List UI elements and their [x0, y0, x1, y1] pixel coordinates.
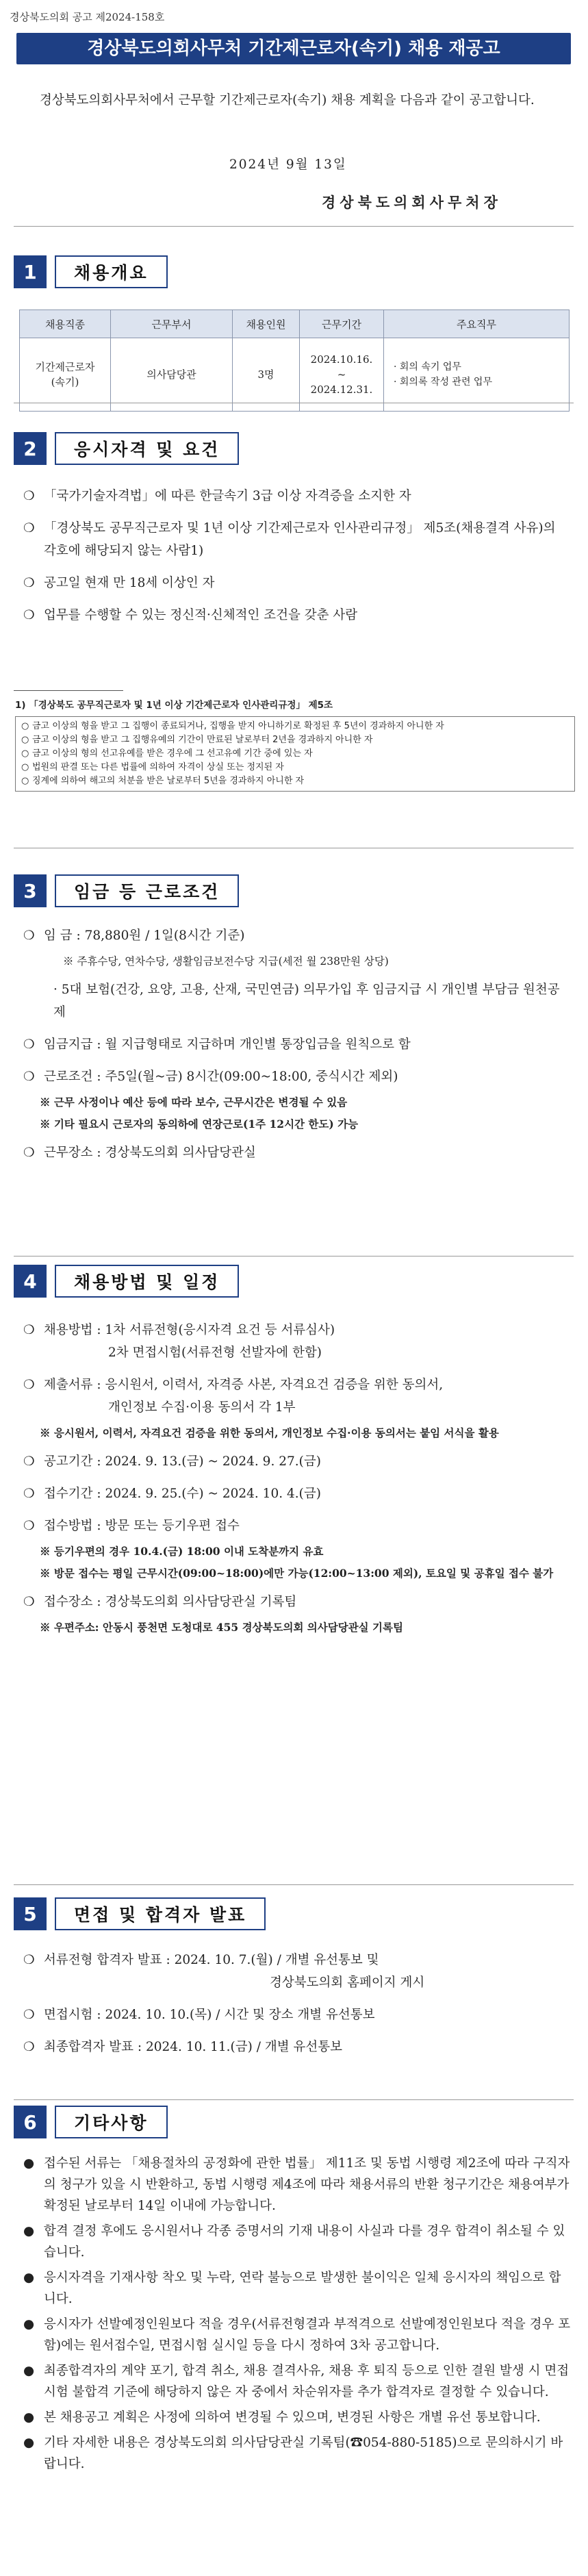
note: ※ 근무 사정이나 예산 등에 따라 보수, 근무시간은 변경될 수 있음: [40, 1096, 348, 1109]
section-2-heading: [14, 431, 239, 466]
intro-text: [40, 89, 560, 112]
section-number: 2: [14, 432, 47, 465]
period-end: 2024.12.31.: [310, 383, 373, 396]
circle-bullet-icon: ○: [21, 748, 29, 759]
bullet-icon: ❍: [23, 1146, 35, 1160]
bullet-icon: ❍: [23, 521, 35, 535]
list-item: ● 본 채용공고 계획은 사정에 의하여 변경될 수 있으며, 변경된 사항은 개별 유선 통보합니다.: [23, 2407, 571, 2428]
list-item: ● 합격 결정 후에도 응시원서나 각종 증명서의 기재 내용이 사실과 다를 경우 합격이 취소될 수 있습니다.: [23, 2221, 571, 2263]
section-title: 기타사항: [55, 2106, 168, 2138]
note: ※ 주휴수당, 연차수당, 생활임금보전수당 지급(세전 월 238만원 상당): [63, 955, 389, 968]
list-item: ❍ 「경상북도 공무직근로자 및 1년 이상 기간제근로자 인사관리규정」 제5조(채용결격 사유)의 각호에 해당되지 않는 사람1): [23, 517, 571, 562]
dot-bullet-icon: ●: [23, 2156, 35, 2171]
bullet-icon: ❍: [23, 608, 35, 622]
period-dash: ~: [337, 368, 346, 381]
intro-paragraph: 경상북도의회사무처에서 근무할 기간제근로자(속기) 채용 계획을 다음과 같이 공고합니다.: [40, 93, 535, 108]
bullet-icon: ❍: [23, 576, 35, 590]
footnote-line: ○ 금고 이상의 형의 선고유예를 받은 경우에 그 선고유예 기간 중에 있는 자: [21, 747, 569, 761]
section-title: 채용방법 및 일정: [55, 1265, 239, 1298]
section-number: 6: [14, 2106, 47, 2138]
circle-bullet-icon: ○: [21, 762, 29, 772]
list-item: ❍ 최종합격자 발표 : 2024. 10. 11.(금) / 개별 유선통보: [23, 2036, 571, 2058]
period-cell: [300, 338, 384, 412]
dot-bullet-icon: ●: [23, 2317, 35, 2332]
notice-number: 경상북도의회 공고 제2024-158호: [10, 11, 165, 23]
list-item: ❍ 공고기간 : 2024. 9. 13.(금) ~ 2024. 9. 27.(금): [23, 1450, 571, 1473]
footnote-title: 1) 「경상북도 공무직근로자 및 1년 이상 기간제근로자 인사관리규정」 제5조: [15, 700, 333, 711]
list-item: ❍ 접수기간 : 2024. 9. 25.(수) ~ 2024. 10. 4.(금): [23, 1482, 571, 1505]
method-list: [23, 1319, 571, 1645]
bullet-icon: ❍: [23, 1487, 35, 1501]
list-item-cont: 개인정보 수집·이용 동의서 각 1부: [108, 1400, 296, 1415]
circle-bullet-icon: ○: [21, 776, 29, 786]
list-item: ❍ 채용방법 : 1차 서류전형(응시자격 요건 등 서류심사): [23, 1319, 571, 1341]
list-item: ❍ 임금지급 : 월 지급형태로 지급하며 개인별 통장입금을 원칙으로 함: [23, 1033, 571, 1056]
table-header: 근무부서: [111, 310, 233, 338]
duty-line: · 회의 속기 업무: [394, 362, 461, 372]
dept-cell: 의사담당관: [111, 338, 233, 412]
bullet-icon: ❍: [23, 1037, 35, 1052]
issuing-org: 경상북도의회사무처장: [322, 194, 502, 211]
divider: [14, 1884, 574, 1885]
section-3-heading: [14, 874, 239, 908]
bullet-icon: ❍: [23, 1323, 35, 1337]
divider: [14, 1256, 574, 1257]
section-5-heading: [14, 1897, 266, 1931]
circle-bullet-icon: ○: [21, 735, 29, 745]
table-header: 근무기간: [300, 310, 384, 338]
list-item: ● 응시자가 선발예정인원보다 적을 경우(서류전형결과 부적격으로 선발예정인원보다 적을 경우 포함)에는 원서접수일, 면접시험 실시일 등을 다시 정하여 3차 공고합니다.: [23, 2314, 571, 2356]
section-title: 응시자격 및 요건: [55, 432, 239, 465]
qualification-list: [23, 485, 571, 636]
results-list: [23, 1949, 571, 2068]
list-item: ❍ 면접시험 : 2024. 10. 10.(목) / 시간 및 장소 개별 유선통보: [23, 2004, 571, 2026]
count-cell: 3명: [233, 338, 300, 412]
list-item-cont: 2차 면접시험(서류전형 선발자에 한함): [108, 1346, 322, 1360]
section-number: 1: [14, 255, 47, 288]
list-item: ❍ 공고일 현재 만 18세 이상인 자: [23, 572, 571, 594]
list-item: ❍ 임 금 : 78,880원 / 1일(8시간 기준): [23, 924, 571, 947]
list-item: ❍ 「국가기술자격법」에 따른 한글속기 3급 이상 자격증을 소지한 자: [23, 485, 571, 507]
period-start: 2024.10.16.: [310, 353, 373, 366]
footnote-box: [15, 716, 575, 792]
note: ※ 방문 접수는 평일 근무시간(09:00~18:00)에만 가능(12:00~13:00 제외), 토요일 및 공휴일 접수 불가: [40, 1567, 554, 1580]
bullet-icon: ❍: [23, 1953, 35, 1967]
section-title: 임금 등 근로조건: [55, 874, 239, 907]
bullet-icon: ❍: [23, 1070, 35, 1084]
list-item: ❍ 서류전형 합격자 발표 : 2024. 10. 7.(월) / 개별 유선통보 및: [23, 1949, 571, 1971]
dot-bullet-icon: ●: [23, 2224, 35, 2238]
wage-list: [23, 924, 571, 1174]
list-item: ● 접수된 서류는 「채용절차의 공정화에 관한 법률」 제11조 및 동법 시행령 제2조에 따라 구직자의 청구가 있을 시 반환하고, 동법 시행령 제4조에 따라 채용서류의 반환 청구기간은 채용여부가 확정된 날로부터 14일 이내에 가능합니다.: [23, 2153, 571, 2217]
note: ※ 등기우편의 경우 10.4.(금) 18:00 이내 도착분까지 유효: [40, 1545, 324, 1558]
footnote-line: ○ 금고 이상의 형을 받고 그 집행유예의 기간이 만료된 날로부터 2년을 경과하지 아니한 자: [21, 733, 569, 747]
dot-bullet-icon: ●: [23, 2410, 35, 2425]
list-item: ❍ 근로조건 : 주5일(월~금) 8시간(09:00~18:00, 중식시간 제외): [23, 1065, 571, 1088]
misc-list: [23, 2153, 571, 2479]
list-item: ❍ 접수장소 : 경상북도의회 의사담당관실 기록팀: [23, 1591, 571, 1613]
table-header-row: [20, 310, 570, 338]
bullet-icon: ❍: [23, 1595, 35, 1609]
duty-line: · 회의록 작성 관련 업무: [394, 377, 492, 388]
list-item: ❍ 제출서류 : 응시원서, 이력서, 자격증 사본, 자격요건 검증을 위한 동의서,: [23, 1374, 571, 1396]
dot-bullet-icon: ●: [23, 2436, 35, 2450]
divider: [14, 2099, 574, 2100]
circle-bullet-icon: ○: [21, 721, 29, 731]
list-item: ❍ 근무장소 : 경상북도의회 의사담당관실: [23, 1141, 571, 1164]
list-item: ● 최종합격자의 계약 포기, 합격 취소, 채용 결격사유, 채용 후 퇴직 등으로 인한 결원 발생 시 면접시험 불합격 기준에 해당하지 않은 자 중에서 차순위자를 추가 합격자로 결정할 수 있습니다.: [23, 2360, 571, 2403]
footnote-line: ○ 금고 이상의 형을 받고 그 집행이 종료되거나, 집행을 받지 아니하기로 확정된 후 5년이 경과하지 아니한 자: [21, 720, 569, 733]
section-number: 5: [14, 1897, 47, 1930]
divider: [14, 226, 574, 227]
note: ※ 우편주소: 안동시 풍천면 도청대로 455 경상북도의회 의사담당관실 기록팀: [40, 1621, 403, 1634]
table-header: 채용인원: [233, 310, 300, 338]
section-number: 3: [14, 874, 47, 907]
section-6-heading: [14, 2105, 168, 2139]
note: ※ 응시원서, 이력서, 자격요건 검증을 위한 동의서, 개인정보 수집·이용 동의서는 붙임 서식을 활용: [40, 1426, 499, 1439]
job-type-cell: 기간제근로자 (속기): [20, 338, 111, 412]
list-item: ● 응시자격을 기재사항 착오 및 누락, 연락 불능으로 발생한 불이익은 일체 응시자의 책임으로 합니다.: [23, 2267, 571, 2310]
table-header: 채용직종: [20, 310, 111, 338]
bullet-icon: ❍: [23, 2008, 35, 2022]
section-title: 면접 및 합격자 발표: [55, 1897, 266, 1930]
list-item: ● 기타 자세한 내용은 경상북도의회 의사담당관실 기록팀(☎054-880-5185)으로 문의하시기 바랍니다.: [23, 2432, 571, 2475]
bullet-icon: ❍: [23, 1454, 35, 1469]
table-row: [20, 338, 570, 412]
notice-date: 2024년 9월 13일: [229, 157, 347, 172]
list-item-cont: 경상북도의회 홈페이지 게시: [270, 1975, 425, 1990]
dot-bullet-icon: ●: [23, 2364, 35, 2378]
section-title: 채용개요: [55, 255, 168, 288]
list-item: ❍ 접수방법 : 방문 또는 등기우편 접수: [23, 1515, 571, 1537]
note: ※ 기타 필요시 근로자의 동의하에 연장근로(1주 12시간 한도) 가능: [40, 1117, 359, 1131]
jobs-table: [19, 310, 570, 412]
bullet-icon: ❍: [23, 2040, 35, 2054]
section-4-heading: [14, 1264, 239, 1298]
duty-cell: [384, 338, 570, 412]
table-header: 주요직무: [384, 310, 570, 338]
footnote-line: ○ 법원의 판결 또는 다른 법률에 의하여 자격이 상실 또는 정지된 자: [21, 761, 569, 774]
footnote-line: ○ 징계에 의하여 해고의 처분을 받은 날로부터 5년을 경과하지 아니한 자: [21, 774, 569, 788]
bullet-icon: ❍: [23, 1519, 35, 1533]
list-item: · 5대 보험(건강, 요양, 고용, 산재, 국민연금) 의무가입 후 임금지급 시 개인별 부담금 원천공제: [53, 983, 560, 1020]
footnote-divider: [14, 690, 123, 691]
bullet-icon: ❍: [23, 929, 35, 943]
section-number: 4: [14, 1265, 47, 1298]
bullet-icon: ❍: [23, 1378, 35, 1392]
dot-bullet-icon: ●: [23, 2271, 35, 2285]
notice-title: 경상북도의회사무처 기간제근로자(속기) 채용 재공고: [16, 33, 571, 64]
list-item: ❍ 업무를 수행할 수 있는 정신적·신체적인 조건을 갖춘 사람: [23, 604, 571, 627]
bullet-icon: ❍: [23, 489, 35, 503]
section-1-heading: [14, 255, 168, 289]
